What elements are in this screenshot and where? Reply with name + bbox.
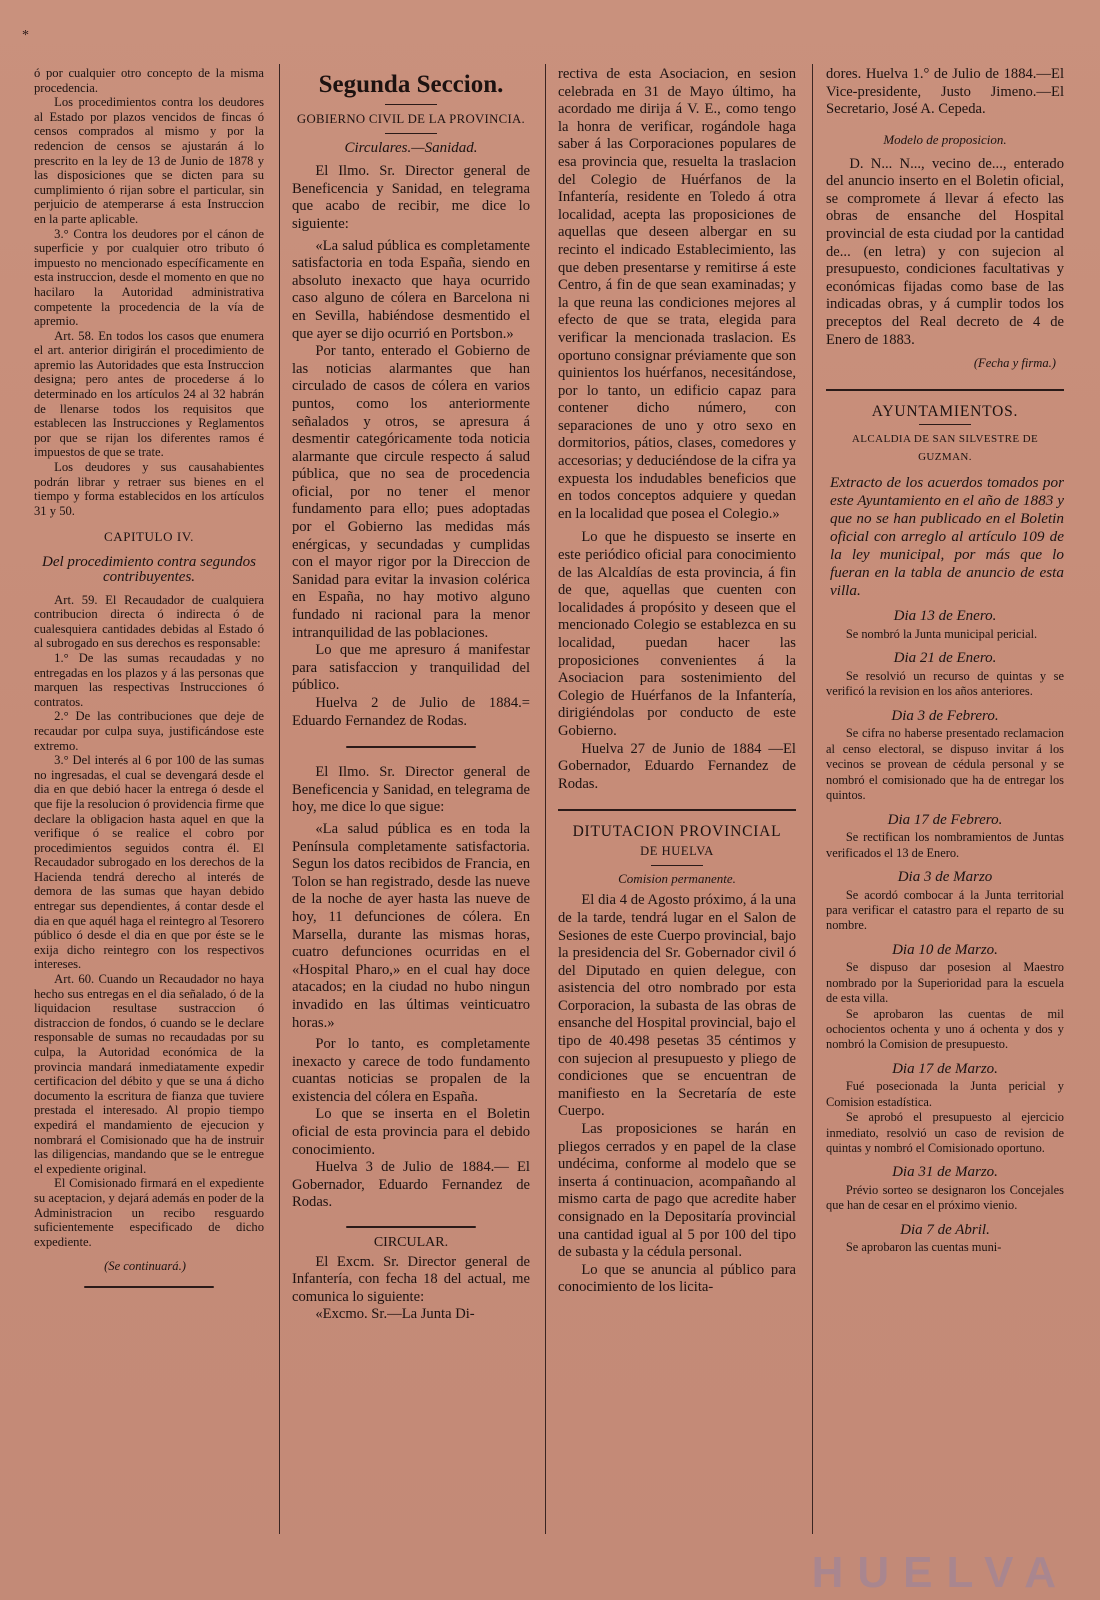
separator bbox=[385, 104, 437, 105]
paragraph: Lo que se anuncia al público para conocimiento de los licita- bbox=[558, 1261, 796, 1296]
separator bbox=[84, 1286, 214, 1288]
separator bbox=[651, 865, 703, 866]
separator bbox=[919, 424, 971, 425]
paragraph: El Comisionado firmará en el expediente su aceptacion, y dejará además en poder de la Administracion un recibo resguardo suficientemente especificado de dicho expediente. bbox=[34, 1176, 264, 1249]
agreement-text: Se nombró la Junta municipal pericial. bbox=[845, 627, 1038, 642]
agreements-list bbox=[826, 608, 1064, 1255]
agreement-date: Dia 17 de Marzo. bbox=[892, 1060, 998, 1077]
paragraph: El Excm. Sr. Director general de Infantería, con fecha 18 del actual, me comunica lo siguiente: bbox=[292, 1253, 530, 1305]
paragraph: Los deudores y sus causahabientes podrán librar y retraer sus bienes en el tiempo y forma establecidos en los artículos 31 y 50. bbox=[34, 460, 264, 518]
agreement-date: Dia 17 de Febrero. bbox=[887, 811, 1003, 828]
signature: Huelva 3 de Julio de 1884.— El Gobernador, Eduardo Fernandez de Rodas. bbox=[292, 1159, 530, 1211]
alcaldia-heading: ALCALDIA DE SAN SILVESTRE DE GUZMAN. bbox=[851, 433, 1039, 463]
agreement-date: Dia 31 de Marzo. bbox=[892, 1164, 998, 1181]
continued-note: (Se continuará.) bbox=[104, 1259, 186, 1274]
column-2 bbox=[292, 66, 530, 1586]
paragraph: rectiva de esta Asociacion, en sesion celebrada en 31 de Mayo último, ha acordado me dirija á V. E., como tengo la honra de verificar, rogándole haga saber á las Corporaciones populares de esa provincia que, resuelta la traslacion del Colegio de Huérfanos de la Infantería, residente en Toledo á otra localidad, acepta las proposiciones de aquellas que deseen albergar en su recinto el indicado Establecimiento, las que deben presentarse y remitirse á este Centro, á fin de que sean examinadas; y la que reuna las condiciones mejores al efecto de que se trata, elegida para verificar la mencionada traslacion. Es oportuno consignar préviamente que son quinientos los huérfanos, necesitándose, por lo tanto, un edificio capaz para contener dicho número, con separaciones de uno y otro sexo en dormitorios, pátios, clases, comedores y accesorias; y deduciéndose de la cifra ya expuesta los indudables beneficios que en todos conceptos adquiere y quedan en la localidad que posea el Colegio.» bbox=[558, 66, 796, 522]
separator bbox=[558, 809, 796, 811]
paragraph: «Excmo. Sr.—La Junta Di- bbox=[315, 1306, 475, 1323]
paragraph: Los procedimientos contra los deudores al Estado por plazos vencidos de fincas ó censos comprados al mismo y por la redencion de censos se ajustarán á lo prescrito en la ley de 13 de Junio de 1878 y las disposiciones que se dicten para su cumplimiento ó rijan sobre el particular, sin perjuicio de atemperarse á esta Instruccion en la parte aplicable. bbox=[34, 95, 264, 226]
agreement-text: Prévio sorteo se designaron los Concejales que han de cesar en el próximo vienio. bbox=[826, 1182, 1064, 1213]
paragraph: Art. 59. El Recaudador de cualquiera contribucion directa ó indirecta ó de cualesquiera cantidades debidas al Estado ó al subrogado en sus derechos es responsable: bbox=[34, 592, 264, 651]
chapter-title: CAPITULO IV. bbox=[103, 529, 195, 545]
paragraph: 1.° De las sumas recaudadas y no entregadas en los plazos y á las personas que marquen las respectivas Instrucciones ó contratos. bbox=[34, 650, 264, 709]
separator bbox=[346, 746, 476, 748]
paragraph: Lo que se inserta en el Boletin oficial de esta provincia para el debido conocimiento. bbox=[292, 1106, 530, 1158]
paragraph: El Ilmo. Sr. Director general de Beneficencia y Sanidad, en telegrama de hoy, me dice lo que sigue: bbox=[292, 764, 530, 816]
model-heading: Modelo de proposicion. bbox=[883, 131, 1007, 147]
paragraph: Por lo tanto, es completamente inexacto y carece de todo fundamento cuantas noticias se propalen de la existencia del cólera en España. bbox=[292, 1036, 530, 1105]
agreement-date: Dia 13 de Enero. bbox=[893, 608, 997, 625]
agreement-text: Se cifra no haberse presentado reclamacion al censo electoral, se dispuso invitar á los vecinos se provean de cédula personal y se nombró el comisionado que ha de entregar los quintos. bbox=[826, 726, 1064, 803]
paragraph: ó por cualquier otro concepto de la misma procedencia. bbox=[34, 66, 264, 95]
agreement-text: Se rectifican los nombramientos de Juntas verificados el 13 de Enero. bbox=[826, 830, 1064, 860]
agreement-text: Se aprobó el presupuesto al ejercicio inmediato, resolvió un caso de revision de quintas y nombró el Comisionado oportuno. bbox=[826, 1110, 1064, 1155]
paragraph: Las proposiciones se harán en pliegos cerrados y en papel de la clase undécima, conforme al modelo que se inserta á continuacion, acompañando al mismo carta de pago que acredite haber consignado en la Depositaría provincial una cantidad igual al 5 por 100 del tipo de subasta y la cédula personal. bbox=[558, 1121, 796, 1261]
paragraph: D. N... N..., vecino de..., enterado del anuncio inserto en el Boletin oficial, se compromete á llevar á efecto las obras de ensanche del Hospital provincial de esta ciudad por la cantidad de... (en letra) y con sujecion al presupuesto, condiciones facultativas y económicas fijadas como base de las indicadas obras, y á cumplir todos los preceptos del Real decreto de 4 de Enero de 1883. bbox=[826, 155, 1064, 348]
extract-heading: Extracto de los acuerdos tomados por este Ayuntamiento en el año de 1883 y que no se han publicado en el Boletin oficial con arreglo al artículo 109 de la ley municipal, por más que lo fueran en la tabla de anuncio de esta villa. bbox=[830, 474, 1064, 600]
agreement-date: Dia 3 de Marzo bbox=[897, 868, 993, 885]
paragraph: Lo que me apresuro á manifestar para satisfaccion y tranquilidad del público. bbox=[292, 642, 530, 694]
agreement-text: Se aprobaron las cuentas muni- bbox=[845, 1240, 1002, 1255]
separator bbox=[826, 389, 1064, 391]
paragraph: Art. 60. Cuando un Recaudador no haya hecho sus entregas en el dia señalado, ó de la liquidacion resultase sustraccion ó distraccion de fondos, ó cuando se le declare responsable de sumas no recaudadas por su culpa, la Autoridad económica de la provincia mandará inmediatamente expedir certificacion del débito y que se una á dicho documento la escritura de fianza que tuviere prestada el interesado. Al propio tiempo expedirá el mandamiento de ejecucion y nombrará el Comisionado que ha de instruir las diligencias, mandando que se le entregue el expediente original. bbox=[34, 972, 264, 1176]
column-divider bbox=[545, 64, 546, 1534]
date-signature-note: (Fecha y firma.) bbox=[973, 356, 1056, 371]
paragraph: Por tanto, enterado el Gobierno de las noticias alarmantes que han circulado de casos de cólera en varios puntos, como los anteriormente señalados y otros, se apresura á desmentir categóricamente toda noticia alarmante que circule respecto á salud pública, que no sea de procedencia oficial, por no tener el menor fundamento para ello; pues adoptadas por el Gobierno las medidas más enérgicas, y secundadas y cumplidas con el mayor rigor por la Direccion de Sanidad para evitar la invasion colérica en España, no hay motivo alguno fundado ni racional para la menor intranquilidad de las poblaciones. bbox=[292, 343, 530, 641]
diputacion-subheading: DE HUELVA bbox=[640, 843, 714, 858]
agreement-text: Fué posecionada la Junta pericial y Comision estadística. bbox=[826, 1079, 1064, 1109]
paragraph: El dia 4 de Agosto próximo, á la una de la tarde, tendrá lugar en el Salon de Sesiones de este Cuerpo provincial, bajo la presidencia del Sr. Gobernador civil ó del Diputado en quien delegue, con asistencia del otro nombrado por esta Corporacion, la subasta de las obras de ensanche del Hospital provincial, bajo el tipo de 40.498 pesetas 35 céntimos y con sujecion al presupuesto y pliego de condiciones que se encuentran de manifiesto en la Secretaría de este Cuerpo. bbox=[558, 892, 796, 1120]
agreement-text: Se dispuso dar posesion al Maestro nombrado por la Superioridad para la escuela de esta villa. bbox=[826, 960, 1064, 1006]
paragraph: 3.° Del interés al 6 por 100 de las sumas no ingresadas, el cual se devengará desde el dia en que debió hacer la entrega ó desde el que fije la resolucion ó providencia firme que declare la obligacion hasta aquel en que la verifique ó se realice el cobro por procedimientos seguidos contra él. El Recaudador subrogado en los derechos de la Hacienda tendrá derecho al interés de demora de las sumas que hayan debido entregar sus dependientes, á contar desde el dia en que aquél haga el reintegro al Tesorero público ó desde el dia en que por éste se le exija dicho reintegro con los respectivos intereses. bbox=[34, 753, 264, 972]
circulars-heading: Circulares.—Sanidad. bbox=[344, 139, 478, 156]
chapter-subtitle: Del procedimiento contra segundos contribuyentes. bbox=[42, 554, 256, 585]
signature: Huelva 2 de Julio de 1884.= Eduardo Fernandez de Rodas. bbox=[292, 695, 530, 729]
column-1 bbox=[34, 66, 264, 1586]
agreement-date: Dia 21 de Enero. bbox=[893, 650, 997, 667]
paragraph: «La salud pública es completamente satisfactoria en toda España, siendo en absoluto inexacto que haya ocurrido caso alguno de cólera en Barcelona ni en Sevilla, habiéndose desmentido el que ayer se dijo ocurrió en Portsbon.» bbox=[292, 237, 530, 342]
column-3 bbox=[558, 66, 796, 1586]
separator bbox=[385, 133, 437, 134]
agreement-text: Se resolvió un recurso de quintas y se verificó la revision en los años anteriores. bbox=[826, 669, 1064, 699]
agreement-date: Dia 10 de Marzo. bbox=[892, 941, 998, 958]
paragraph: 3.° Contra los deudores por el cánon de superficie y por cualquier otro tributo ó impuesto no mencionado específicamente en esta instruccion, desde el momento en que no hacilaro la Autoridad administrativa competente la procedencia de la vía de apremio. bbox=[34, 226, 264, 329]
column-divider bbox=[812, 64, 813, 1534]
section-title: Segunda Seccion. bbox=[318, 71, 504, 98]
agreement-date: Dia 3 de Febrero. bbox=[891, 707, 999, 724]
paragraph: Art. 58. En todos los casos que enumera el art. anterior dirigirán el procedimiento de apremio las Autoridades que esta Instruccion designa; pero antes de procederse á lo determinado en los artículos 24 al 32 habrán de llenarse todos los requisitos que establecen las Instrucciones y Reglamentos por que se rijan los diferentes ramos é impuestos de que se trate. bbox=[34, 328, 264, 460]
agreement-date: Dia 7 de Abril. bbox=[900, 1221, 990, 1238]
paragraph: Lo que he dispuesto se inserte en este periódico oficial para conocimiento de las Alcaldías de esta provincia, á fin de que, aquellas que cuenten con localidades á propósito y deseen que el mencionado Colegio se establezca en su localidad, puedan hacer las proposiciones convenientes á la Asociacion para sostenimiento del Colegio de Huérfanos de la Infantería, dirigiéndolas por conducto de este Gobierno. bbox=[558, 529, 796, 739]
column-4 bbox=[826, 66, 1064, 1586]
signature: Huelva 27 de Junio de 1884 —El Gobernador, Eduardo Fernandez de Rodas. bbox=[558, 740, 796, 792]
paragraph: 2.° De las contribuciones que deje de recaudar por culpa suya, justificándose este extremo. bbox=[34, 709, 264, 753]
signature: dores. Huelva 1.° de Julio de 1884.—El Vice-presidente, Justo Jimeno.—El Secretario, José A. Cepeda. bbox=[826, 66, 1064, 118]
comision-heading: Comision permanente. bbox=[618, 870, 736, 886]
ayuntamientos-heading: AYUNTAMIENTOS. bbox=[871, 402, 1019, 420]
column-divider bbox=[279, 64, 280, 1534]
separator bbox=[346, 1226, 476, 1228]
diputacion-heading: DITUTACION PROVINCIAL bbox=[572, 823, 782, 841]
watermark: HUELVA bbox=[811, 1548, 1070, 1597]
agreement-text: Se acordó combocar á la Junta territorial para verificar el catastro para el reparto de su nombre. bbox=[826, 887, 1064, 933]
margin-mark: * bbox=[22, 28, 29, 43]
agreement-text: Se aprobaron las cuentas de mil ochocientos ochenta y uno á ochenta y dos y nombró la Comision de presupuesto. bbox=[826, 1006, 1064, 1052]
paragraph: El Ilmo. Sr. Director general de Beneficencia y Sanidad, en telegrama que acabo de recibir, me dice lo siguiente: bbox=[292, 163, 530, 232]
circular-heading: CIRCULAR. bbox=[373, 1235, 449, 1251]
paragraph: «La salud pública es en toda la Península completamente satisfactoria. Segun los datos recibidos de Francia, en Tolon se han registrado, desde las nueve de la noche de ayer hasta las nueve de hoy, 11 defunciones de cólera. En Marsella, durante las mismas horas, cuatro defunciones ocurridas en el «Hospital Pharo,» en el cual hay doce atacados; en la ciudad no hubo ningun invadido en las últimas veinticuatro horas.» bbox=[292, 820, 530, 1031]
government-heading: GOBIERNO CIVIL DE LA PROVINCIA. bbox=[296, 112, 526, 126]
